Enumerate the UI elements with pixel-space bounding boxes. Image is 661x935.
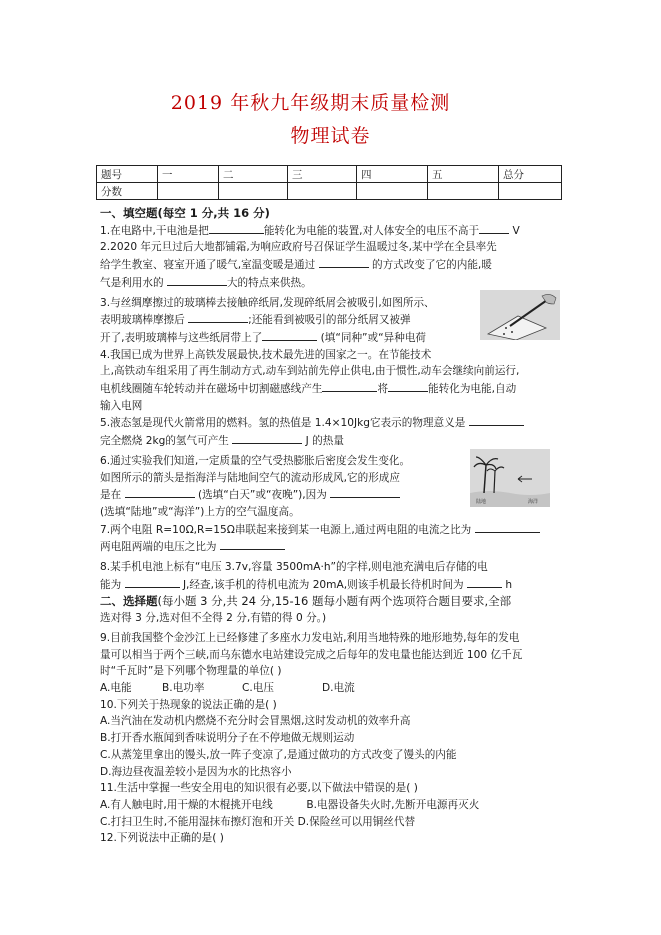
exam-subtitle: 物理试卷 xyxy=(290,125,371,147)
answer-blank[interactable] xyxy=(469,414,524,426)
land-label: 陆地 xyxy=(476,499,487,505)
section-heading: 二、选择题(每小题 3 分,共 24 分,15-16 题每小题有两个选项符合题目要求,全部 xyxy=(100,594,512,609)
table-cell xyxy=(357,183,428,200)
question-6-line: 如图所示的箭头是指海洋与陆地间空气的流动形成风,它的形成应 xyxy=(100,471,400,484)
table-cell xyxy=(219,183,288,200)
option-c[interactable]: C.从蒸笼里拿出的馒头,放一阵子变凉了,是通过做功的方式改变了馒头的内能 xyxy=(100,748,457,761)
question-8: 8.某手机电池上标有“电压 3.7v,容量 3500mA·h”的字样,则电池充满电后存储的电 xyxy=(100,561,488,574)
answer-blank[interactable] xyxy=(479,222,509,234)
question-6: 6.通过实验我们知道,一定质量的空气受热膨胀后密度会发生变化。 xyxy=(100,454,411,467)
answer-blank[interactable] xyxy=(232,432,302,444)
question-12: 12.下列说法中正确的是( ) xyxy=(100,832,224,845)
question-6-line: 是在 (选填“白天”或“夜晚”),因为 xyxy=(100,486,562,504)
answer-blank[interactable] xyxy=(388,380,428,392)
table-cell: 一 xyxy=(158,166,219,183)
table-row xyxy=(97,183,562,200)
table-cell: 五 xyxy=(428,166,499,183)
question-5: 5.液态氢是现代火箭常用的燃料。氢的热值是 1.4×10Jkg它表示的物理意义是 xyxy=(100,414,562,432)
question-4: 4.我国已成为世界上高铁发展最快,技术最先进的国家之一。在节能技术 xyxy=(100,348,432,361)
table-cell: 四 xyxy=(357,166,428,183)
option-a-b[interactable]: A.有人触电时,用干燥的木棍挑开电线 B.电器设备失火时,先断开电源再灭火 xyxy=(100,798,480,811)
answer-blank[interactable] xyxy=(475,521,540,533)
question-6-line: (选填“陆地”或“海洋”)上方的空气温度高。 xyxy=(100,505,300,518)
option-b[interactable]: B.电功率 xyxy=(162,681,205,694)
table-cell xyxy=(158,183,219,200)
answer-blank[interactable] xyxy=(262,329,317,341)
option-c[interactable]: C.电压 xyxy=(242,681,274,694)
answer-blank[interactable] xyxy=(167,274,227,286)
option-a[interactable]: A.电能 xyxy=(100,681,132,694)
question-3: 3.与丝绸摩擦过的玻璃棒去接触碎纸屑,发现碎纸屑会被吸引,如图所示、 xyxy=(100,296,435,309)
question-9: 9.目前我国整个金沙江上已经修建了多座水力发电站,利用当地特殊的地形地势,每年的发电 xyxy=(100,631,520,644)
question-5-line: 完全燃烧 2kg的氢气可产生 J 的热量 xyxy=(100,432,562,450)
question-2: 2.2020 年元旦过后大地都铺霜,为响应政府号召保证学生温暖过冬,某中学在全县率先 xyxy=(100,241,497,254)
question-9-line: 时“千瓦时”是下列哪个物理量的单位( ) xyxy=(100,665,282,678)
question-3-line: 表明玻璃棒摩擦后 ;还能看到被吸引的部分纸屑又被弹 xyxy=(100,311,562,329)
question-10: 10.下列关于热现象的说法正确的是( ) xyxy=(100,698,277,711)
sea-land-breeze-figure xyxy=(470,449,550,507)
question-8-line: 能为 J,经查,该手机的待机电流为 20mA,则该手机最长待机时间为 h xyxy=(100,576,562,594)
question-11: 11.生活中掌握一些安全用电的知识很有必要,以下做法中错误的是( ) xyxy=(100,782,418,795)
answer-blank[interactable] xyxy=(220,538,285,550)
table-row xyxy=(97,166,562,183)
glass-rod-figure xyxy=(480,290,560,340)
question-2-line: 气是利用水的 大的特点来供热。 xyxy=(100,274,562,292)
table-cell xyxy=(288,183,357,200)
answer-blank[interactable] xyxy=(125,486,195,498)
option-a[interactable]: A.当汽油在发动机内燃烧不充分时会冒黑烟,这时发动机的效率升高 xyxy=(100,715,411,728)
answer-blank[interactable] xyxy=(209,222,264,234)
answer-blank[interactable] xyxy=(322,380,377,392)
question-7-line: 两电阻两端的电压之比为 xyxy=(100,538,562,556)
answer-blank[interactable] xyxy=(467,576,502,588)
table-cell xyxy=(499,183,562,200)
question-1: 1.在电路中,干电池是把 能转化为电能的装置,对人体安全的电压不高于 V xyxy=(100,222,562,240)
table-cell: 二 xyxy=(219,166,288,183)
option-d[interactable]: D.电流 xyxy=(322,681,355,694)
question-4-line: 电机线圈随车轮转动并在磁场中切割磁感线产生 将 能转化为电能,自动 xyxy=(100,380,562,398)
question-4-line: 输入电网 xyxy=(100,399,143,412)
question-3-line: 开了,表明玻璃棒与这些纸屑带上了 (填“同种”或“异种电荷 xyxy=(100,329,562,347)
answer-blank[interactable] xyxy=(330,486,400,498)
question-4-line: 上,高铁动车组采用了再生制动方式,动车到站前先停止供电,由于惯性,动车会继续向前运行, xyxy=(100,365,520,378)
table-cell: 分数 xyxy=(97,183,158,200)
question-7: 7.两个电阻 R=10Ω,R=15Ω串联起来接到某一电源上,通过两电阻的电流之比为 xyxy=(100,521,562,539)
table-cell: 三 xyxy=(288,166,357,183)
question-9-line: 量可以相当于两个三峡,而乌东德水电站建设完成之后每年的发电量也能达到近 100 亿千瓦 xyxy=(100,648,523,661)
answer-blank[interactable] xyxy=(188,311,248,323)
option-c-d[interactable]: C.打扫卫生时,不能用湿抹布擦灯泡和开关 D.保险丝可以用铜丝代替 xyxy=(100,815,416,828)
answer-blank[interactable] xyxy=(125,576,180,588)
table-cell xyxy=(428,183,499,200)
table-cell: 题号 xyxy=(97,166,158,183)
exam-title: 2019 年秋九年级期末质量检测 xyxy=(170,92,451,114)
answer-blank[interactable] xyxy=(319,256,369,268)
question-9-options xyxy=(100,680,562,697)
score-table xyxy=(96,165,562,200)
table-cell: 总分 xyxy=(499,166,562,183)
section-heading: 一、填空题(每空 1 分,共 16 分) xyxy=(100,206,270,220)
section-heading-line: 选对得 3 分,选对但不全得 2 分,有错的得 0 分。) xyxy=(100,612,327,625)
option-b[interactable]: B.打开香水瓶闻到香味说明分子在不停地做无规则运动 xyxy=(100,732,355,745)
option-d[interactable]: D.海边昼夜温差较小是因为水的比热容小 xyxy=(100,765,292,778)
question-2-line: 给学生教室、寝室开通了暖气,室温变暖是通过 的方式改变了它的内能,暖 xyxy=(100,256,562,274)
sea-label: 海洋 xyxy=(528,499,539,505)
